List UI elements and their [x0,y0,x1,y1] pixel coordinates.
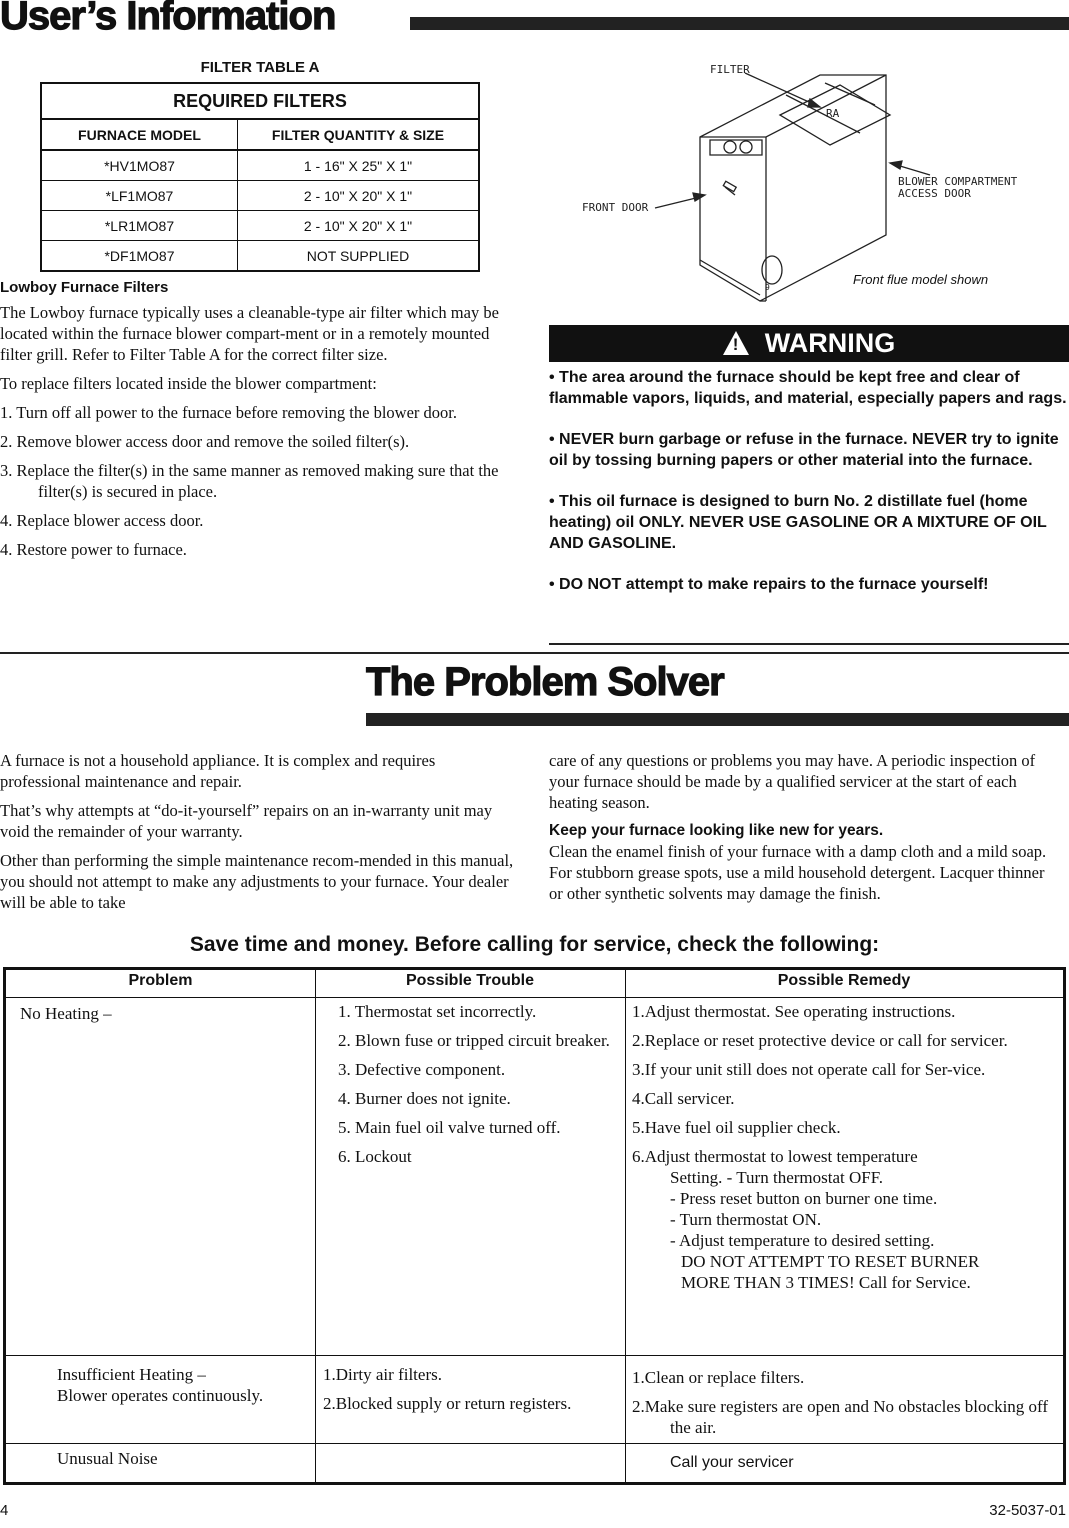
service-table [3,967,1066,1485]
list-item: 2. Blown fuse or tripped circuit breaker. [338,1031,610,1050]
table-row [41,150,479,181]
remedy-unusual-noise: Call your servicer [670,1454,794,1471]
lowboy-intro: The Lowboy furnace typically uses a cleanable-type air filter which may be located within the furnace blower compart-ment or in a remotely mounted filter grill. Refer to Filter Table A for the correct filter size. [0,303,499,364]
remedy-line: DO NOT ATTEMPT TO RESET BURNER [681,1252,980,1271]
row-divider [6,1355,1063,1356]
list-item: 6. Lockout [338,1147,412,1166]
warning-banner [549,325,1069,362]
list-item: 1.Clean or replace filters. [632,1368,805,1387]
column-header: Problem [128,972,193,989]
list-item: 1. Thermostat set incorrectly. [338,1002,537,1021]
lowboy-section [0,279,512,560]
filter-table-heading: REQUIRED FILTERS [41,83,479,119]
service-heading: Save time and money. Before calling for service, check the following: [189,933,880,956]
keep-heading: Keep your furnace looking like new for years. [549,822,884,839]
table-cell: *LF1MO87 [41,181,238,211]
diagram-label-blower: BLOWER COMPARTMENT [898,175,1018,188]
row-divider [6,997,1063,998]
warning-rule [549,643,1069,645]
page-number: 4 [0,1502,9,1519]
list-item: 4. Replace blower access door. [0,511,204,530]
list-item: 1. Turn off all power to the furnace before removing the blower door. [0,403,457,422]
paragraph: A furnace is not a household appliance. It is complex and requires professional maintenance and repair. [0,751,436,791]
lowboy-heading: Lowboy Furnace Filters [0,279,169,296]
problem-insufficient-heating [57,1364,263,1406]
list-item: 2.Make sure registers are open and No obstacles blocking off the air. [632,1397,1049,1437]
list-item: 6.Adjust thermostat to lowest temperature [632,1147,918,1166]
filter-table [40,82,480,272]
warning-item: • DO NOT attempt to make repairs to the furnace yourself! [549,576,989,593]
column-header: FILTER QUANTITY & SIZE [238,119,480,150]
remedies-insufficient [632,1367,1057,1446]
warning-item: • NEVER burn garbage or refuse in the furnace. NEVER try to ignite oil by tossing burning papers or other material into the furnace. [549,431,1059,469]
diagram-label-ra: RA [826,107,840,120]
problem-line: Insufficient Heating – [57,1365,206,1384]
problem-no-heating: No Heating – [20,1004,112,1023]
warning-text [549,367,1069,595]
paragraph: care of any questions or problems you may have. A periodic inspection of your furnace should be made by a qualified servicer at the start of each heating season. [549,751,1036,812]
column-header: FURNACE MODEL [41,119,238,150]
remedies-no-heating [632,1001,1057,1293]
paragraph: That’s why attempts at “do-it-yourself” repairs on an in-warranty unit may void the remainder of your warranty. [0,801,493,841]
list-item: 3. Replace the filter(s) in the same manner as removed making sure that the filter(s) is secured in place. [0,461,499,501]
column-header: Possible Trouble [405,972,535,989]
troubles-no-heating [338,1001,618,1175]
list-item: 4. Burner does not ignite. [338,1089,511,1108]
table-cell: *HV1MO87 [41,150,238,181]
problem-unusual-noise: Unusual Noise [57,1449,158,1468]
lowboy-lead: To replace filters located inside the blower compartment: [0,374,377,393]
list-item: 2. Remove blower access door and remove the soiled filter(s). [0,432,410,451]
table-cell: 2 - 10" X 20" X 1" [238,211,480,241]
diagram-label-front-door: FRONT DOOR [582,201,649,214]
title-rule [410,17,1069,30]
list-item: 2.Replace or reset protective device or call for servicer. [632,1031,1008,1050]
svg-text:9: 9 [765,283,770,292]
table-cell: *DF1MO87 [41,241,238,272]
problem-solver-left [0,750,514,913]
document-number: 32-5037-01 [989,1502,1066,1519]
warning-icon: ! [723,331,749,355]
list-item: 1.Adjust thermostat. See operating instructions. [632,1002,956,1021]
problem-solver-right [549,750,1049,904]
table-row [41,211,479,241]
remedy-line: - Press reset button on burner one time. [670,1189,938,1208]
diagram-caption: Front flue model shown [853,272,989,287]
furnace-diagram [560,55,1069,305]
warning-item: • The area around the furnace should be kept free and clear of flammable vapors, liquids, and material, especially papers and rags. [549,369,1067,407]
list-item: 2.Blocked supply or return registers. [323,1394,572,1413]
column-divider [625,970,626,1482]
section-title-users-information: User’s Information [0,0,336,38]
remedy-6-detail [632,1167,1057,1293]
column-header: Possible Remedy [777,972,911,989]
list-item: 4. Restore power to furnace. [0,540,187,559]
section-title-problem-solver: The Problem Solver [366,660,724,704]
table-row [41,181,479,211]
paragraph: Other than performing the simple maintenance recom-mended in this manual, you should not attempt to make any adjustments to your furnace. Your dealer will be able to take [0,851,514,912]
list-item: 5.Have fuel oil supplier check. [632,1118,841,1137]
diagram-label-access-door: ACCESS DOOR [898,187,971,200]
warning-item: • This oil furnace is designed to burn No. 2 distillate fuel (home heating) oil ONLY. NEVER USE GASOLINE OR A MIXTURE OF OIL AND GASOLINE. [549,493,1047,552]
list-item: 3. Defective component. [338,1060,506,1079]
paragraph: Clean the enamel finish of your furnace with a damp cloth and a mild soap. For stubborn grease spots, use a mild household detergent. Lacquer thinner or other synthetic solvents may damage the finish. [549,842,1047,903]
remedy-line: - Turn thermostat ON. [670,1210,822,1229]
diagram-label-filter: FILTER [710,63,750,76]
table-cell: 2 - 10" X 20" X 1" [238,181,480,211]
warning-label: WARNING [764,328,896,358]
remedy-line: MORE THAN 3 TIMES! Call for Service. [681,1273,971,1292]
table-cell: NOT SUPPLIED [238,241,480,272]
list-item: 1.Dirty air filters. [323,1365,442,1384]
table-cell: *LR1MO87 [41,211,238,241]
troubles-insufficient [323,1364,618,1422]
table-cell: 1 - 16" X 25" X 1" [238,150,480,181]
problem-line: Blower operates continuously. [57,1386,264,1405]
remedy-line: - Adjust temperature to desired setting. [670,1231,935,1250]
filter-table-title: FILTER TABLE A [200,59,320,76]
title-rule [366,713,1069,726]
column-divider [315,970,316,1482]
list-item: 5. Main fuel oil valve turned off. [338,1118,561,1137]
section-rule [0,652,1069,654]
table-row [41,241,479,272]
remedy-line: Setting. - Turn thermostat OFF. [670,1168,884,1187]
list-item: 3.If your unit still does not operate call for Ser-vice. [632,1060,986,1079]
list-item: 4.Call servicer. [632,1089,735,1108]
